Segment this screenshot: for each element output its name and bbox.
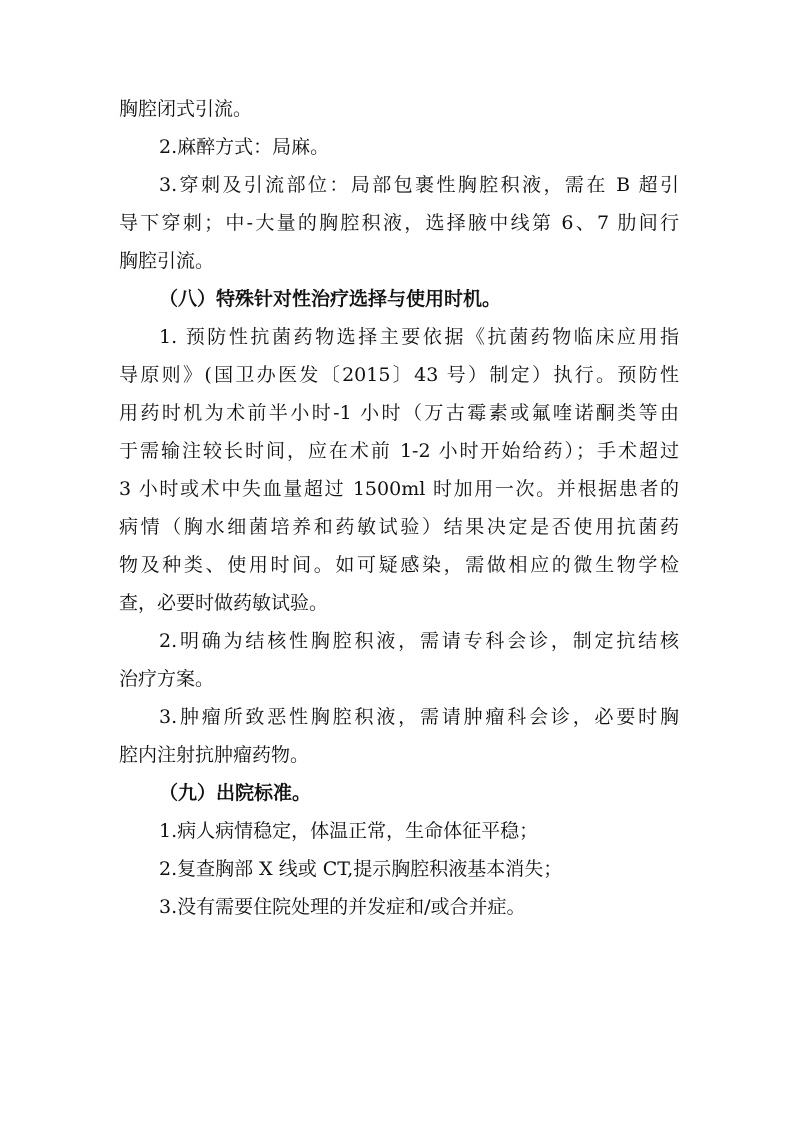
- text-line: 导下穿刺；中-大量的胸腔积液，选择腋中线第 6、7 肋间行: [119, 212, 679, 234]
- text-line: 2.明确为结核性胸腔积液，需请专科会诊，制定抗结核: [159, 630, 679, 652]
- text-line: 3.没有需要住院处理的并发症和/或合并症。: [159, 896, 526, 918]
- text-line: 用药时机为术前半小时-1 小时（万古霉素或氟喹诺酮类等由: [119, 402, 679, 424]
- text-line: 于需输注较长时间，应在术前 1-2 小时开始给药）；手术超过: [119, 440, 679, 462]
- text-line: 3.穿刺及引流部位：局部包裹性胸腔积液，需在 B 超引: [159, 174, 679, 196]
- section-heading: （九）出院标准。: [159, 782, 312, 804]
- text-line: 查，必要时做药敏试验。: [119, 592, 329, 614]
- text-line: 2.麻醉方式：局麻。: [159, 136, 330, 158]
- text-line: 导原则》(国卫办医发〔2015〕43 号）制定）执行。预防性: [119, 364, 679, 386]
- text-line: 物及种类、使用时间。如可疑感染，需做相应的微生物学检: [119, 554, 679, 576]
- text-line: 2.复查胸部 X 线或 CT,提示胸腔积液基本消失；: [159, 858, 563, 880]
- document-body: [119, 90, 679, 926]
- text-line: 病情（胸水细菌培养和药敏试验）结果决定是否使用抗菌药: [119, 516, 679, 538]
- text-line: 治疗方案。: [119, 668, 215, 690]
- text-line: 3 小时或术中失血量超过 1500ml 时加用一次。并根据患者的: [119, 478, 679, 500]
- text-line: 胸腔引流。: [119, 250, 215, 272]
- text-line: 3.肿瘤所致恶性胸腔积液，需请肿瘤科会诊，必要时胸: [159, 706, 679, 728]
- text-line: 1. 预防性抗菌药物选择主要依据《抗菌药物临床应用指: [159, 326, 679, 348]
- text-line: 胸腔闭式引流。: [119, 98, 253, 120]
- section-heading: （八）特殊针对性治疗选择与使用时机。: [159, 288, 502, 310]
- text-line: 腔内注射抗肿瘤药物。: [119, 744, 310, 766]
- text-line: 1.病人病情稳定，体温正常，生命体征平稳；: [159, 820, 539, 842]
